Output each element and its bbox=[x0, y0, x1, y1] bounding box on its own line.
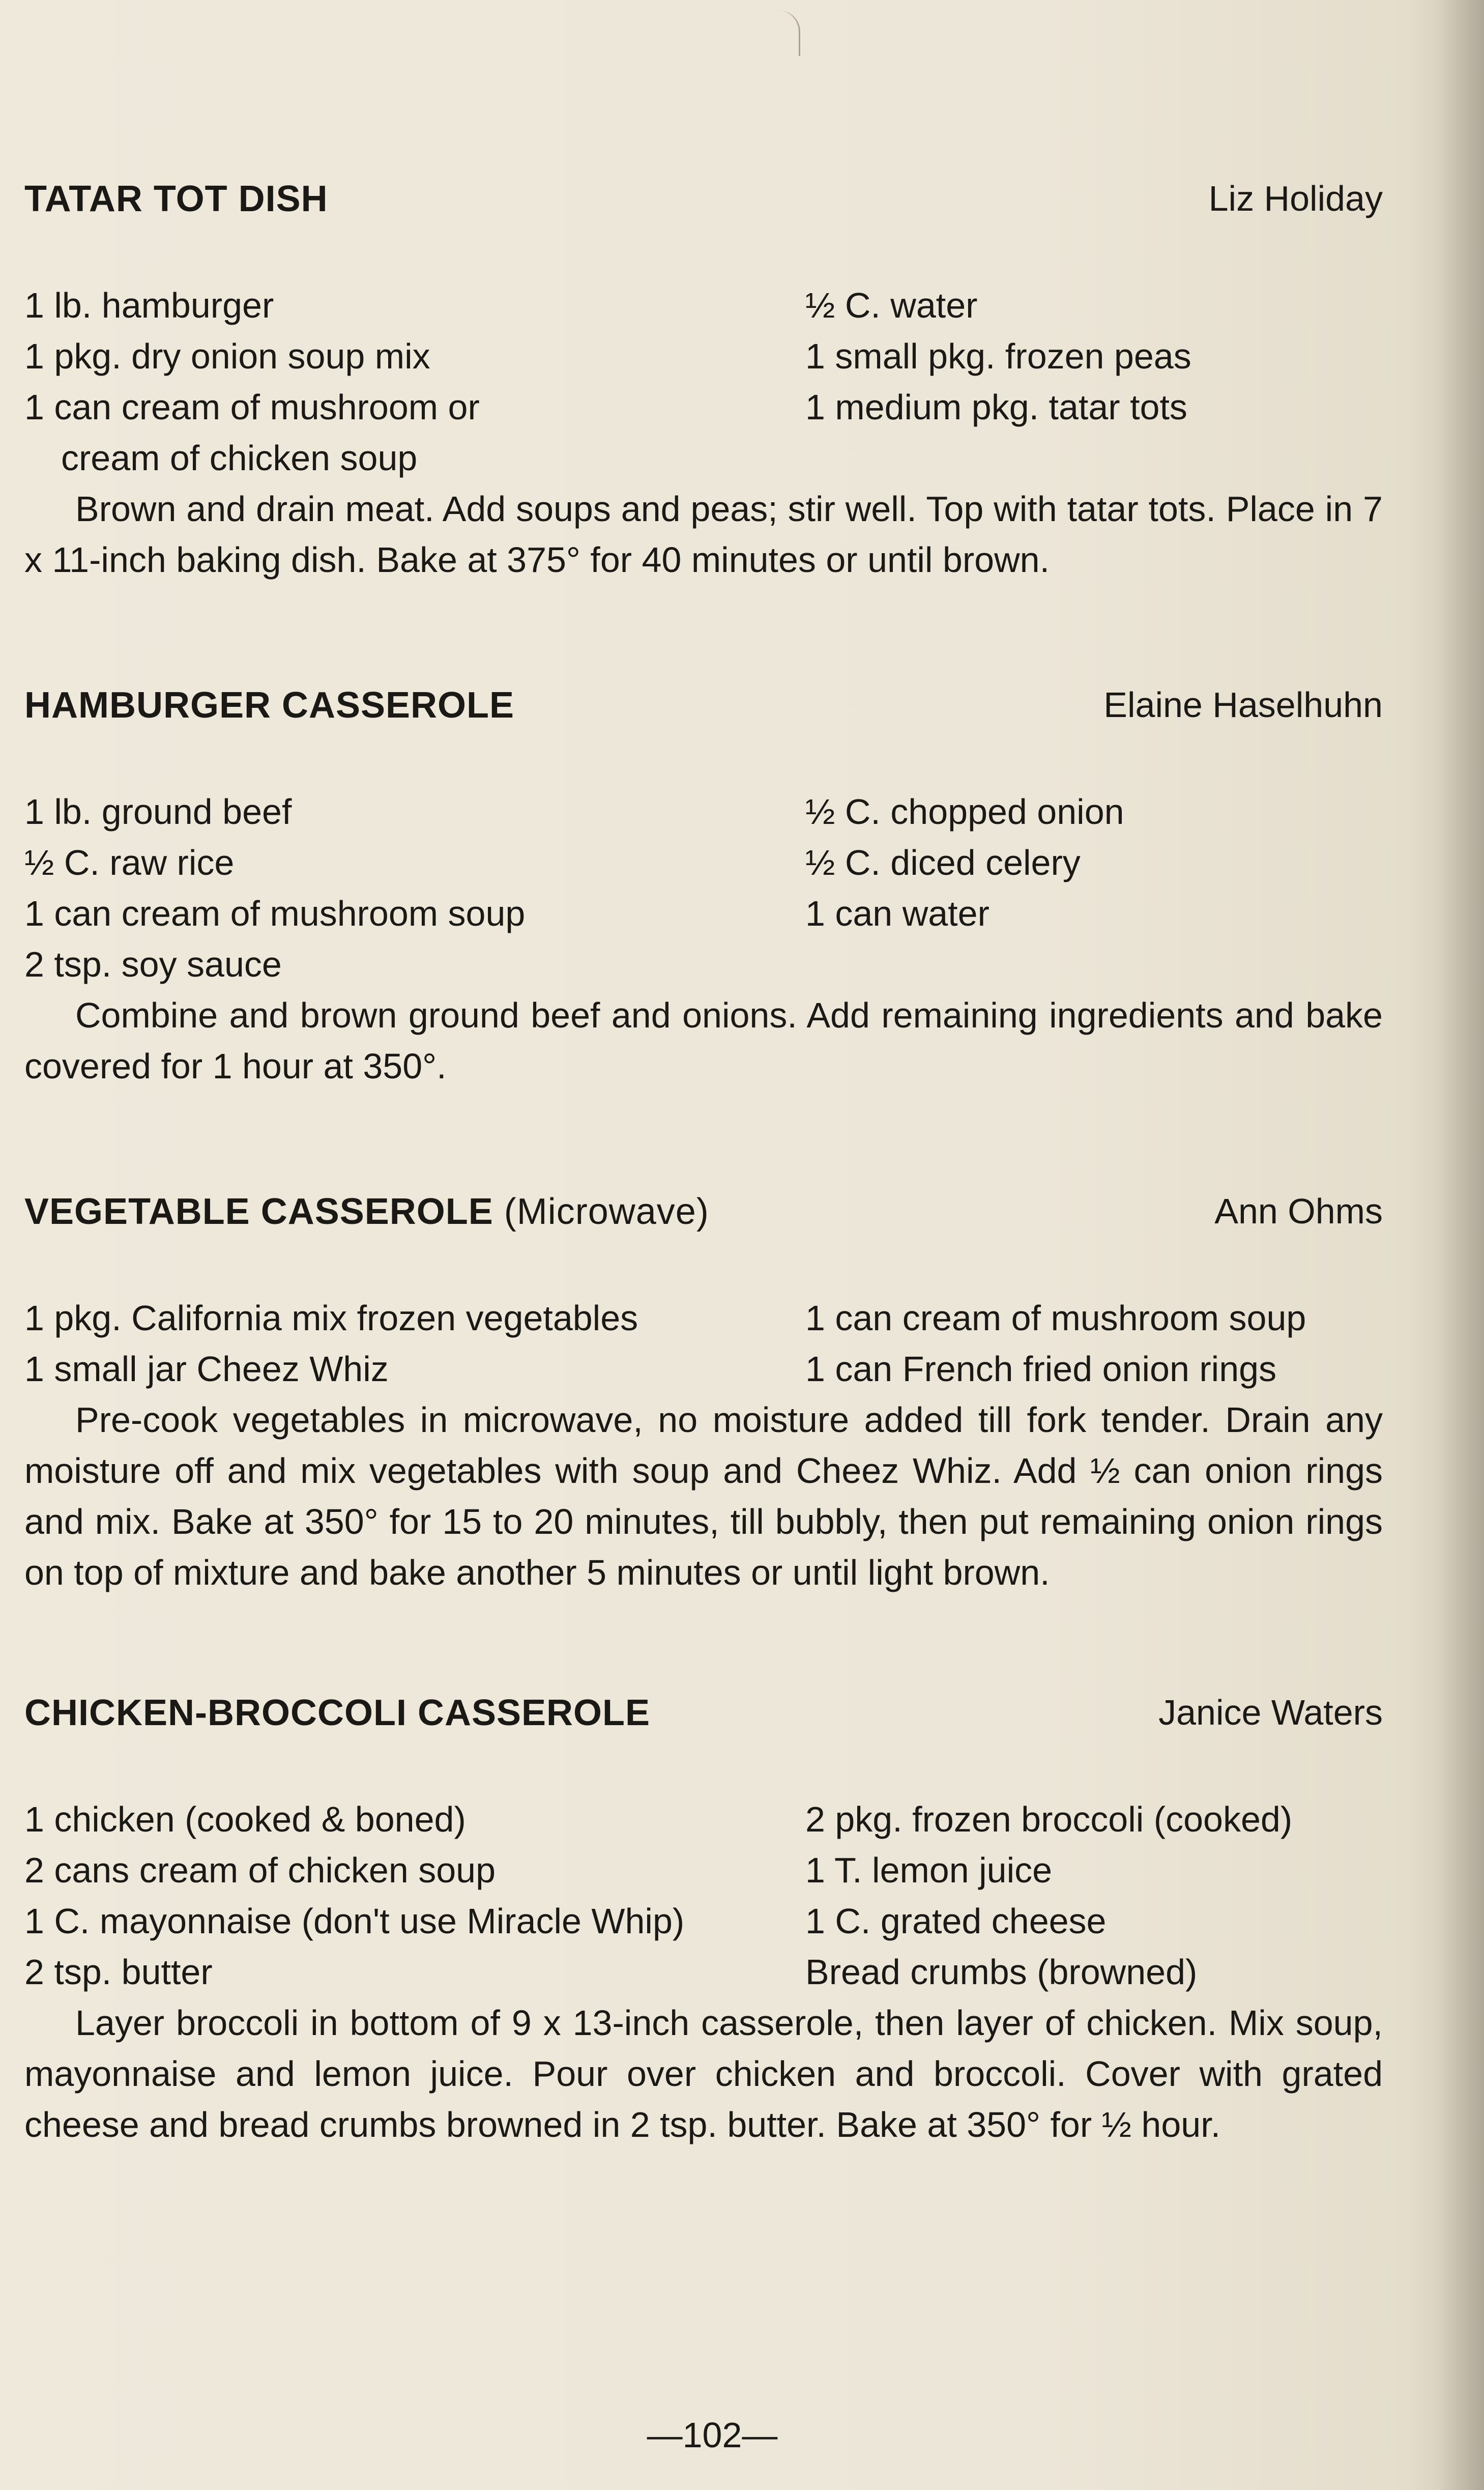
recipe-author: Ann Ohms bbox=[1214, 1191, 1383, 1231]
ingredient-column-left bbox=[24, 786, 788, 990]
ingredient-list bbox=[24, 280, 1383, 483]
ingredient-item: ½ C. chopped onion bbox=[805, 792, 1124, 832]
ingredient-item: 2 tsp. butter bbox=[24, 1952, 213, 1992]
recipe-vegetable-casserole bbox=[24, 1191, 1383, 1598]
recipe-header bbox=[24, 1692, 1383, 1743]
ingredient-column-right bbox=[805, 1293, 1380, 1394]
recipe-header bbox=[24, 178, 1383, 229]
ingredient-list bbox=[24, 1794, 1383, 1997]
ingredient-column-left bbox=[24, 1293, 788, 1394]
page-number: —102— bbox=[647, 2415, 778, 2455]
ingredient-item: 1 C. grated cheese bbox=[805, 1901, 1107, 1941]
ingredient-item: cream of chicken soup bbox=[61, 438, 418, 478]
recipe-directions: Brown and drain meat. Add soups and peas; stir well. Top with tatar tots. Place in 7 x 11-inch baking dish. Bake at 375° for 40 minutes or until brown. bbox=[24, 489, 1383, 580]
recipe-author: Janice Waters bbox=[1158, 1693, 1383, 1732]
ingredient-item: 1 can water bbox=[805, 894, 990, 933]
recipe-title-note: (Microwave) bbox=[504, 1191, 709, 1232]
recipe-author: Elaine Haselhuhn bbox=[1103, 685, 1383, 725]
ingredient-item: 1 T. lemon juice bbox=[805, 1850, 1053, 1890]
recipe-header bbox=[24, 1191, 1383, 1242]
ingredient-item: 1 medium pkg. tatar tots bbox=[805, 387, 1187, 427]
ingredient-item: ½ C. water bbox=[805, 285, 978, 325]
ingredient-item: 1 can cream of mushroom soup bbox=[24, 894, 526, 933]
ingredient-item: 1 can cream of mushroom or bbox=[24, 387, 480, 427]
ingredient-list bbox=[24, 786, 1383, 990]
ingredient-item: 1 chicken (cooked & boned) bbox=[24, 1799, 466, 1839]
recipe-directions: Pre-cook vegetables in microwave, no moisture added till fork tender. Drain any moisture off and mix vegetables with soup and Cheez Whiz. Add ½ can onion rings and mix. Bake at 350° for 15 to 20 minutes, till bubbly, then put remaining onion rings on top of mixture and bake another 5 minutes or until light brown. bbox=[24, 1400, 1383, 1592]
ingredient-column-right bbox=[805, 1794, 1380, 1997]
ingredient-column-left bbox=[24, 280, 788, 483]
ingredient-item: 2 pkg. frozen broccoli (cooked) bbox=[805, 1799, 1293, 1839]
ingredient-item: 1 can cream of mushroom soup bbox=[805, 1298, 1306, 1338]
ingredient-item: 1 pkg. California mix frozen vegetables bbox=[24, 1298, 638, 1338]
recipe-header bbox=[24, 684, 1383, 735]
recipe-chicken-broccoli-casserole bbox=[24, 1692, 1383, 2150]
ingredient-item: 1 can French fried onion rings bbox=[805, 1349, 1277, 1389]
ingredient-item: 1 lb. ground beef bbox=[24, 792, 292, 832]
ingredient-item: Bread crumbs (browned) bbox=[805, 1952, 1198, 1992]
ingredient-list bbox=[24, 1293, 1383, 1394]
ingredient-item: 1 pkg. dry onion soup mix bbox=[24, 336, 430, 376]
ingredient-item: 1 small jar Cheez Whiz bbox=[24, 1349, 389, 1389]
recipe-title: TATAR TOT DISH bbox=[24, 179, 328, 219]
ingredient-item: 1 small pkg. frozen peas bbox=[805, 336, 1191, 376]
recipe-title: VEGETABLE CASSEROLE (Microwave) bbox=[24, 1191, 709, 1232]
ingredient-item: 1 C. mayonnaise (don't use Miracle Whip) bbox=[24, 1901, 685, 1941]
ingredient-item: 2 tsp. soy sauce bbox=[24, 945, 282, 984]
ingredient-item: 1 lb. hamburger bbox=[24, 285, 274, 325]
page-edge-shadow bbox=[1438, 0, 1484, 2490]
recipe-title: CHICKEN-BROCCOLI CASSEROLE bbox=[24, 1693, 651, 1733]
recipe-hamburger-casserole bbox=[24, 684, 1383, 1092]
ingredient-column-right bbox=[805, 786, 1380, 939]
recipe-author: Liz Holiday bbox=[1208, 179, 1383, 218]
ingredient-item: 2 cans cream of chicken soup bbox=[24, 1850, 496, 1890]
recipe-directions: Layer broccoli in bottom of 9 x 13-inch casserole, then layer of chicken. Mix soup, mayonnaise and lemon juice. Pour over chicken and broccoli. Cover with grated cheese and bread crumbs browned in 2 tsp. butter. Bake at 350° for ½ hour. bbox=[24, 2003, 1383, 2144]
recipe-title: HAMBURGER CASSEROLE bbox=[24, 685, 515, 726]
ingredient-item: ½ C. diced celery bbox=[805, 843, 1081, 882]
page-crease-mark bbox=[778, 10, 800, 56]
ingredient-item: ½ C. raw rice bbox=[24, 843, 235, 882]
recipe-directions: Combine and brown ground beef and onions. Add remaining ingredients and bake covered for 1 hour at 350°. bbox=[24, 995, 1383, 1086]
ingredient-column-right bbox=[805, 280, 1380, 433]
ingredient-column-left bbox=[24, 1794, 788, 1997]
recipe-tatar-tot-dish bbox=[24, 178, 1383, 585]
